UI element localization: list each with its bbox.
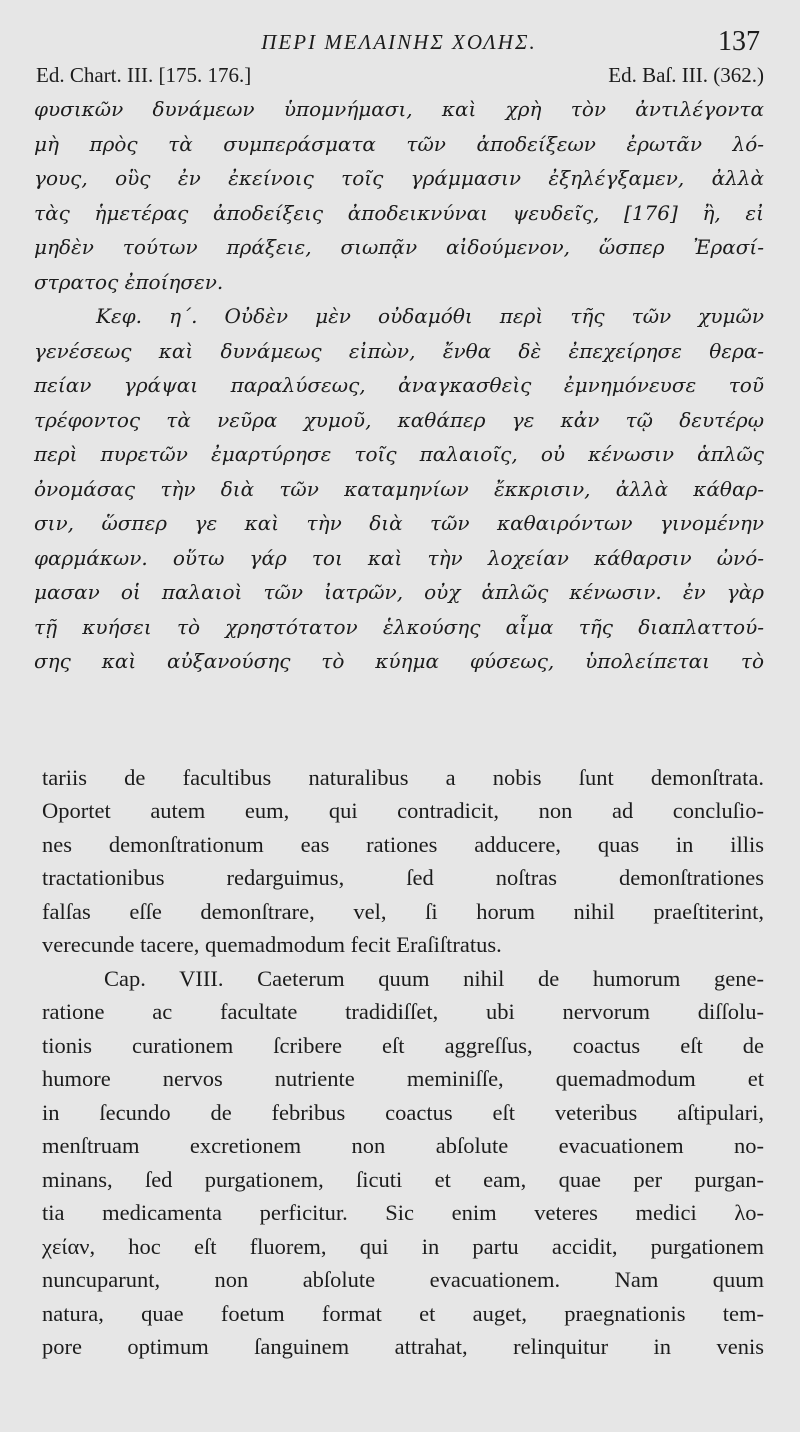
text-line: nes demonſtrationum eas rationes adducere, quas in illis — [42, 831, 764, 857]
text-line: τρέφοντος τὰ νεῦρα χυμοῦ, καθάπερ γε κἀν τῷ δευτέρῳ — [34, 407, 764, 432]
text-line: humore nervos nutriente meminiſſe, quemadmodum et — [42, 1066, 764, 1091]
text-line: χείαν, hoc eſt fluorem, qui in partu accidit, purgationem — [42, 1233, 764, 1259]
running-title: ΠΕΡΙ ΜΕΛΑΙΝΗΣ ΧΟΛΗΣ. — [261, 30, 537, 54]
text-line: verecunde tacere, quemadmodum fecit Eraſiſtratus. — [42, 932, 502, 957]
text-line: μὴ πρὸς τὰ συμπεράσματα τῶν ἀποδείξεων ἐρωτᾶν λό- — [34, 131, 764, 156]
text-line: σης καὶ αὐξανούσης τὸ κύημα φύσεως, ὑπολείπεται τὸ — [34, 649, 764, 673]
text-line: tractationibus redarguimus, ſed noſtras demonſtrationes — [42, 865, 764, 890]
edition-reference-right: Ed. Baſ. III. (362.) — [608, 63, 764, 87]
text-line: τὰς ἡμετέρας ἀποδείξεις ἀποδεικνύναι ψευδεῖς, [176] ἢ, εἰ — [34, 200, 764, 225]
text-line: στρατος ἐποίησεν. — [34, 269, 224, 294]
text-line: γους, οὓς ἐν ἐκείνοις τοῖς γράμμασιν ἐξηλέγξαμεν, ἀλλὰ — [34, 166, 764, 190]
text-line: minans, ſed purgationem, ſicuti et eam, quae per purgan- — [42, 1166, 764, 1192]
text-line: Cap. VIII. Caeterum quum nihil de humorum gene- — [104, 965, 764, 991]
text-line: falſas eſſe demonſtrare, vel, ſi horum nihil praeſtiterint, — [42, 898, 764, 924]
greek-text-paragraph-2 — [34, 299, 764, 679]
edition-reference-line — [34, 58, 764, 92]
text-line: menſtruam excretionem non abſolute evacuationem no- — [42, 1133, 764, 1158]
text-line: τῇ κυήσει τὸ χρηστότατον ἑλκούσης αἷμα τῆς διαπλαττού- — [34, 614, 764, 639]
running-head — [34, 0, 764, 58]
text-line: tia medicamenta perficitur. Sic enim veteres medici λο- — [42, 1200, 764, 1225]
page-number: 137 — [718, 26, 760, 57]
text-line: in ſecundo de febribus coactus eſt veteribus aſtipulari, — [42, 1099, 764, 1125]
text-line: μηδὲν τούτων πράξειε, σιωπᾷν αἰδούμενον, ὥσπερ Ἐρασί- — [34, 235, 764, 259]
text-line: σιν, ὥσπερ γε καὶ τὴν διὰ τῶν καθαιρόντων γινομένην — [34, 511, 764, 535]
latin-text-paragraph-2 — [34, 962, 764, 1364]
text-line: tariis de facultibus naturalibus a nobis ſunt demonſtrata. — [42, 764, 764, 790]
text-line: μασαν οἱ παλαιοὶ τῶν ἰατρῶν, οὐχ ἁπλῶς κένωσιν. ἐν γὰρ — [34, 580, 764, 604]
text-line: περὶ πυρετῶν ἐμαρτύρησε τοῖς παλαιοῖς, οὐ κένωσιν ἁπλῶς — [34, 442, 764, 466]
text-line: πείαν γράψαι παραλύσεως, ἀναγκασθεὶς ἐμνημόνευσε τοῦ — [34, 373, 764, 397]
column-separator — [34, 679, 764, 761]
text-line: ὀνομάσας τὴν διὰ τῶν καταμηνίων ἔκκρισιν, ἀλλὰ κάθαρ- — [34, 476, 764, 501]
text-line: φαρμάκων. οὕτω γάρ τοι καὶ τὴν λοχείαν κάθαρσιν ὠνό- — [34, 545, 764, 570]
greek-text-paragraph-1 — [34, 92, 764, 299]
text-line: natura, quae foetum format et auget, praegnationis tem- — [42, 1300, 764, 1326]
text-line: tionis curationem ſcribere eſt aggreſſus, coactus eſt de — [42, 1032, 764, 1058]
latin-text-paragraph-1 — [34, 761, 764, 962]
text-line: pore optimum ſanguinem attrahat, relinquitur in venis — [42, 1334, 764, 1359]
text-line: Oportet autem eum, qui contradicit, non ad concluſio- — [42, 798, 764, 823]
edition-reference-left: Ed. Chart. III. [175. 176.] — [36, 63, 252, 87]
text-line: γενέσεως καὶ δυνάμεως εἰπὼν, ἔνθα δὲ ἐπεχείρησε θερα- — [34, 338, 764, 363]
text-line: ratione ac facultate tradidiſſet, ubi nervorum diſſolu- — [42, 999, 764, 1024]
text-line: nuncuparunt, non abſolute evacuationem. Nam quum — [42, 1267, 764, 1292]
text-line: Κεφ. η΄. Οὐδὲν μὲν οὐδαμόθι περὶ τῆς τῶν χυμῶν — [96, 304, 764, 328]
text-line: φυσικῶν δυνάμεων ὑπομνήμασι, καὶ χρὴ τὸν ἀντιλέγοντα — [34, 97, 764, 121]
